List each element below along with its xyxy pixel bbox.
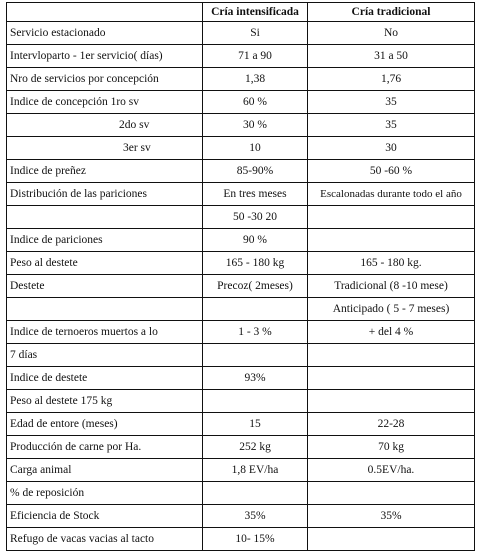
cell-tradicional: No [308,22,475,45]
cell-tradicional: + del 4 % [308,321,475,344]
row-label: Indice de ternoeros muertos a lo [7,321,203,344]
cell-tradicional: 0.5EV/ha. [308,459,475,482]
cell-intensificada: 50 -30 20 [203,206,308,229]
table-row [7,252,475,275]
cell-tradicional: 30 [308,137,475,160]
header-row [7,3,475,22]
row-label: Refugo de vacas vacias al tacto [7,528,203,551]
cell-tradicional [308,528,475,551]
cell-tradicional: 1,76 [308,68,475,91]
table-row [7,344,475,367]
cell-tradicional-empty [308,206,475,229]
cell-tradicional: 22-28 [308,413,475,436]
cell-intensificada: 71 a 90 [203,45,308,68]
cell-tradicional: 31 a 50 [308,45,475,68]
cell-tradicional [308,229,475,252]
row-label: Indice de concepción 1ro sv [7,91,203,114]
cell-tradicional: 165 - 180 kg. [308,252,475,275]
table-row [7,390,475,413]
table-row [7,160,475,183]
row-label [7,298,203,321]
row-label: 7 días [7,344,203,367]
row-label: Carga animal [7,459,203,482]
cell-intensificada: 1,8 EV/ha [203,459,308,482]
cell-tradicional: 50 -60 % [308,160,475,183]
cell-tradicional: 35 [308,91,475,114]
row-label: Servicio estacionado [7,22,203,45]
table-row [7,413,475,436]
cell-intensificada: 10 [203,137,308,160]
table-row [7,436,475,459]
table-row [7,114,475,137]
row-label: Peso al destete 175 kg [7,390,203,413]
row-label: Distribución de las pariciones [7,183,203,206]
cell-intensificada: 1,38 [203,68,308,91]
cell-tradicional: Tradicional (8 -10 mese) [308,275,475,298]
table-row [7,505,475,528]
cell-intensificada: 30 % [203,114,308,137]
cell-tradicional [308,390,475,413]
cell-intensificada: 60 % [203,91,308,114]
row-label: Destete [7,275,203,298]
header-intensificada: Cría intensificada [203,3,308,22]
cell-intensificada: Si [203,22,308,45]
cell-intensificada: 15 [203,413,308,436]
table-row [7,482,475,505]
row-label: Edad de entore (meses) [7,413,203,436]
cell-intensificada: 85-90% [203,160,308,183]
table-row [7,22,475,45]
cell-intensificada-empty [203,344,308,367]
cell-intensificada: 252 kg [203,436,308,459]
cell-intensificada: 165 - 180 kg [203,252,308,275]
header-tradicional: Cría tradicional [308,3,475,22]
cell-intensificada [203,390,308,413]
cell-tradicional [308,482,475,505]
cell-tradicional-empty [308,344,475,367]
row-label-empty [7,206,203,229]
table-row [7,206,475,229]
cell-intensificada: En tres meses [203,183,308,206]
row-label: Indice de pariciones [7,229,203,252]
cell-intensificada: 90 % [203,229,308,252]
comparison-table [6,2,475,551]
cell-tradicional [308,367,475,390]
table-row [7,229,475,252]
table-row [7,45,475,68]
table-row [7,459,475,482]
cell-intensificada: 1 - 3 % [203,321,308,344]
cell-intensificada: 10- 15% [203,528,308,551]
cell-tradicional: 70 kg [308,436,475,459]
table-row [7,367,475,390]
row-label: Indice de destete [7,367,203,390]
cell-intensificada: 35% [203,505,308,528]
cell-tradicional: 35 [308,114,475,137]
header-empty [7,3,203,22]
row-label: Eficiencia de Stock [7,505,203,528]
table-row [7,298,475,321]
row-label: Intervloparto - 1er servicio( días) [7,45,203,68]
cell-tradicional: Anticipado ( 5 - 7 meses) [308,298,475,321]
table-row [7,183,475,206]
row-label: Indice de preñez [7,160,203,183]
cell-intensificada: Precoz( 2meses) [203,275,308,298]
row-label: % de reposición [7,482,203,505]
cell-intensificada: 93% [203,367,308,390]
table-row [7,91,475,114]
row-label: Peso al destete [7,252,203,275]
cell-tradicional: Escalonadas durante todo el año [308,183,475,206]
row-label: 3er sv [7,137,203,160]
row-label: Producción de carne por Ha. [7,436,203,459]
cell-tradicional: 35% [308,505,475,528]
row-label: 2do sv [7,114,203,137]
cell-intensificada [203,482,308,505]
table-row [7,68,475,91]
table-row [7,275,475,298]
table-row [7,137,475,160]
table-row [7,528,475,551]
cell-intensificada [203,298,308,321]
row-label: Nro de servicios por concepción [7,68,203,91]
table-row [7,321,475,344]
